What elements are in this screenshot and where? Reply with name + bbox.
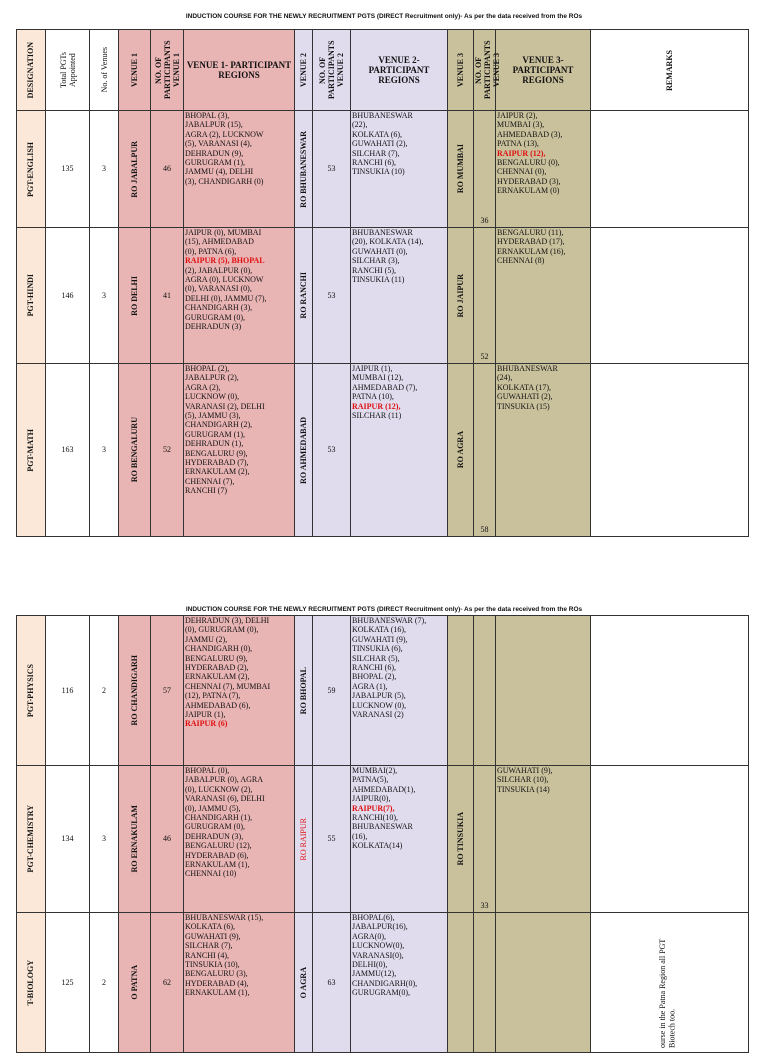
region-line: BENGALURU (0), [497,158,560,168]
venue2-participants: 55 [313,766,351,913]
venue3-regions [496,228,591,364]
col-header-venue2: VENUE 2 [295,30,313,111]
region-line: JAIPUR (1), [185,710,226,720]
venue2-name-cell [295,228,313,364]
venue1-regions [184,616,295,766]
induction-table-page-2 [16,615,749,1053]
region-line: RANCHI (5), [352,265,396,275]
region-line: AGRA (1), [352,681,388,691]
venue2-name: O AGRA [298,966,308,999]
region-line: GURUGRAM (1), [185,429,245,439]
total-count: 146 [46,228,90,364]
venue2-regions [351,364,448,537]
venue3-regions [496,111,591,228]
region-line: CHENNAI (8) [497,256,545,266]
region-line: JABALPUR (5), [352,691,406,701]
venue2-regions [351,913,448,1053]
venue1-name-cell [119,766,151,913]
remarks-cell [591,364,749,537]
venue1-name-cell [119,111,151,228]
region-line: (12), PATNA (7), [185,691,241,701]
region-line: (22), [352,120,368,130]
venue2-regions [351,111,448,228]
region-line: BHUBANESWAR (7), [352,616,427,625]
region-line: DEHRADUN (3), [185,831,244,841]
region-line: GURUGRAM (0), [185,312,245,322]
region-line: BHOPAL (2), [185,364,230,373]
region-line: CHANDIGARH(0), [352,978,418,988]
region-line: LUCKNOW (0), [185,392,240,402]
region-line: GUWAHATI (9), [185,931,241,941]
region-line: TINSUKIA (11) [352,275,405,285]
venue2-name-cell [295,111,313,228]
col-header-total: Total PGTs Appointed [46,30,90,111]
venue2-name: RO RAIPUR [298,817,308,861]
table-row [17,111,749,228]
designation-cell [17,111,46,228]
venue3-participants [474,616,496,766]
designation-cell [17,228,46,364]
venue1-name: RO JABALPUR [129,140,139,198]
region-line: SILCHAR (7), [185,941,233,951]
region-line: ERNAKULAM (1), [185,860,250,870]
venue3-regions [496,364,591,537]
venue1-name: RO CHANDIGARH [129,655,139,726]
region-line: GUWAHATI (2), [497,392,553,402]
venue2-name-cell [295,913,313,1053]
venue2-regions [351,228,448,364]
page-title-2: INDUCTION COURSE FOR THE NEWLY RECRUITMENT PGTS (DIRECT Recruitment only)- As per the data received from the ROs [185,606,583,613]
region-line: BHUBANESWAR [352,228,413,237]
venue1-regions [184,111,295,228]
region-line: ERNAKULAM (2), [185,672,250,682]
region-line: GURUGRAM (1), [185,158,245,168]
venue3-regions [496,616,591,766]
region-line: ERNAKULAM (1), [185,988,250,998]
region-line: DEHRADUN (3) [185,322,242,332]
venue1-name-cell [119,364,151,537]
region-line: RAIPUR (12), [352,401,401,411]
region-line: PATNA(5), [352,775,389,785]
region-line: DELHI (0), JAMMU (7), [185,293,267,303]
region-line: SILCHAR (11) [352,411,402,421]
designation-cell [17,913,46,1053]
region-line: LUCKNOW (0), [352,700,407,710]
table-header-row [17,30,749,111]
region-line: GUWAHATI (9), [497,766,553,775]
region-line: TINSUKIA (15) [497,401,550,411]
region-line: AHMEDABAD (7), [352,382,418,392]
region-line: PATNA (13), [497,139,539,149]
region-line: KOLKATA (17), [497,382,552,392]
col-header-designation: DESIGNATION [17,30,46,111]
region-line: (16), [352,831,368,841]
table-row [17,766,749,913]
venue2-participants: 59 [313,616,351,766]
region-line: SILCHAR (5), [352,653,400,663]
designation-cell [17,766,46,913]
region-line: MUMBAI (12), [352,373,404,383]
venue1-participants: 52 [151,364,184,537]
table-row [17,228,749,364]
region-line: GURUGRAM (0), [185,822,245,832]
venue1-regions [184,913,295,1053]
venue2-name: RO RANCHI [298,272,308,319]
region-line: DEHRADUN (9), [185,148,244,158]
region-line: BHUBANESWAR (15), [185,913,264,922]
venue3-regions [496,913,591,1053]
region-line: CHENNAI (7), [185,476,235,486]
total-count: 116 [46,616,90,766]
region-line: RAIPUR (5), BHOPAL [185,256,265,266]
region-line: BENGALURU (11), [497,228,564,237]
venue1-regions [184,228,295,364]
remarks-cell [591,766,749,913]
venue-count: 2 [90,616,119,766]
col-header-regions2: VENUE 2- PARTICIPANT REGIONS [351,30,448,111]
venue2-participants: 53 [313,228,351,364]
remarks-cell [591,616,749,766]
region-line: JAIPUR (2), [497,111,538,120]
region-line: BENGALURU (3), [185,969,248,979]
region-line: AGRA (2), [185,382,221,392]
col-header-venues: No. of Venues [90,30,119,111]
region-line: MUMBAI(2), [352,766,398,775]
region-line: (15), AHMEDABAD [185,237,254,247]
remarks-cell [591,111,749,228]
region-line: BHOPAL (0), [185,766,230,775]
col-header-remarks: REMARKS [591,30,749,111]
col-header-part1: NO. OF PARTICIPANTS VENUE 1 [151,30,184,111]
region-line: AGRA(0), [352,931,386,941]
region-line: RANCHI (7) [185,486,227,496]
region-line: BENGALURU (9), [185,448,248,458]
venue-count: 3 [90,364,119,537]
venue3-name-cell [448,616,474,766]
region-line: (0), LUCKNOW (2), [185,784,253,794]
region-line: AGRA (0), LUCKNOW [185,275,264,285]
region-line: JAIPUR (0), MUMBAI [185,228,262,237]
region-line: LUCKNOW(0), [352,941,405,951]
col-header-regions3: VENUE 3- PARTICIPANT REGIONS [496,30,591,111]
region-line: AHMEDABAD(1), [352,784,416,794]
region-line: VARANASI (6), DELHI [185,794,265,804]
region-line: TINSUKIA (6), [352,644,403,654]
venue3-regions [496,766,591,913]
region-line: RANCHI (4), [185,950,229,960]
venue1-name-cell [119,913,151,1053]
venue2-regions [351,766,448,913]
region-line: CHANDIGARH (2), [185,420,253,430]
table-row [17,616,749,766]
venue2-participants: 53 [313,111,351,228]
remarks-text: ourse in the Patna Region all PGT Biotech too. [657,938,676,1048]
region-line: KOLKATA (6), [185,922,236,932]
region-line: BHOPAL (3), [185,111,230,120]
designation: PGT-CHEMISTRY [26,805,36,873]
venue3-name-cell [448,364,474,537]
region-line: CHENNAI (0), [497,167,547,177]
region-line: HYDERABAD (2), [185,663,249,673]
region-line: DELHI(0), [352,960,388,970]
venue-count: 3 [90,766,119,913]
region-line: JABALPUR (15), [185,120,243,130]
region-line: ERNAKULAM (0) [497,186,560,196]
venue1-participants: 46 [151,766,184,913]
venue3-participants: 36 [474,111,496,228]
region-line: AGRA (2), LUCKNOW [185,129,264,139]
induction-table-page-1 [16,29,749,537]
designation: PGT-MATH [26,428,36,472]
region-line: TINSUKIA (14) [497,784,550,794]
region-line: BENGALURU (12), [185,841,252,851]
region-line: CHANDIGARH (1), [185,813,253,823]
venue1-regions [184,766,295,913]
venue1-regions [184,364,295,537]
venue-count: 3 [90,228,119,364]
venue3-participants [474,913,496,1053]
region-line: BHUBANESWAR [352,111,413,120]
region-line: GUWAHATI (2), [352,139,408,149]
region-line: KOLKATA (6), [352,129,403,139]
designation: PGT-HINDI [26,274,36,317]
venue1-participants: 57 [151,616,184,766]
region-line: VARANASI (2), DELHI [185,401,265,411]
venue2-name-cell [295,616,313,766]
region-line: (0), PATNA (6), [185,246,237,256]
region-line: JAIPUR (1), [352,364,393,373]
region-line: HYDERABAD (6), [185,850,249,860]
region-line: HYDERABAD (3), [497,176,561,186]
designation: PGT-ENGLISH [26,141,36,197]
region-line: KOLKATA(14) [352,841,403,851]
region-line: (5), VARANASI (4), [185,139,252,149]
region-line: GUWAHATI (9), [352,634,408,644]
venue1-name-cell [119,228,151,364]
region-line: RAIPUR (12), [497,148,546,158]
region-line: AHMEDABAD (3), [497,129,563,139]
region-line: SILCHAR (7), [352,148,400,158]
venue3-participants: 33 [474,766,496,913]
col-header-venue3: VENUE 3 [448,30,474,111]
region-line: DEHRADUN (3), DELHI [185,616,270,625]
region-line: CHANDIGARH (3), [185,303,253,313]
region-line: (20), KOLKATA (14), [352,237,424,247]
venue1-name: RO ERNAKULAM [129,805,139,873]
venue2-regions [351,616,448,766]
designation: T-BIOLOGY [26,959,36,1006]
region-line: RANCHI(10), [352,813,398,823]
venue2-participants: 63 [313,913,351,1053]
region-line: JABALPUR (2), [185,373,239,383]
region-line: BENGALURU (9), [185,653,248,663]
region-line: (0), GURUGRAM (0), [185,625,259,635]
venue3-name-cell [448,766,474,913]
region-line: JAMMU(12), [352,969,397,979]
region-line: JAIPUR(0), [352,794,391,804]
venue3-participants: 58 [474,364,496,537]
designation-cell [17,364,46,537]
region-line: CHANDIGARH (0), [185,644,253,654]
region-line: GURUGRAM(0), [352,988,410,998]
venue-count: 3 [90,111,119,228]
region-line: BHUBANESWAR [352,822,413,832]
venue3-participants: 52 [474,228,496,364]
venue1-participants: 41 [151,228,184,364]
region-line: AHMEDABAD (6), [185,700,251,710]
region-line: BHOPAL (2), [352,672,397,682]
page-title: INDUCTION COURSE FOR THE NEWLY RECRUITMENT PGTS (DIRECT Recruitment only)- As per the data received from the ROs [185,13,583,20]
venue3-name-cell [448,913,474,1053]
total-count: 163 [46,364,90,537]
region-line: TINSUKIA (10) [352,167,405,177]
venue3-name-cell [448,228,474,364]
region-line: (3), CHANDIGARH (0) [185,176,264,186]
venue2-participants: 53 [313,364,351,537]
region-line: JABALPUR(16), [352,922,408,932]
region-line: (2), JABALPUR (0), [185,265,253,275]
region-line: SILCHAR (10), [497,775,549,785]
region-line: VARANASI(0), [352,950,404,960]
region-line: HYDERABAD (4), [185,978,249,988]
venue1-participants: 46 [151,111,184,228]
venue1-name: O PATNA [129,965,139,1000]
venue2-name: RO BHUBANESWAR [298,130,308,208]
region-line: BHUBANESWAR [497,364,558,373]
region-line: CHENNAI (7), MUMBAI [185,681,271,691]
region-line: (0), VARANASI (0), [185,284,252,294]
region-line: JAMMU (4), DELHI [185,167,254,177]
region-line: CHENNAI (10) [185,869,237,879]
region-line: ERNAKULAM (2), [185,467,250,477]
region-line: GUWAHATI (0), [352,246,408,256]
venue3-name: RO AGRA [455,431,465,469]
total-count: 135 [46,111,90,228]
region-line: BHOPAL(6), [352,913,395,922]
venue-count: 2 [90,913,119,1053]
venue3-name: RO TINSUKIA [455,812,465,866]
venue2-name: RO AHMEDABAD [298,416,308,484]
venue3-name-cell [448,111,474,228]
region-line: (24), [497,373,513,383]
venue1-participants: 62 [151,913,184,1053]
region-line: PATNA (10), [352,392,394,402]
col-header-part2: NO. OF PARTICIPANTS VENUE 2 [313,30,351,111]
venue3-name: RO MUMBAI [455,144,465,194]
region-line: SILCHAR (3), [352,256,400,266]
venue2-name-cell [295,766,313,913]
region-line: ERNAKULAM (16), [497,246,566,256]
venue2-name-cell [295,364,313,537]
remarks-cell [591,228,749,364]
remarks-cell [591,913,749,1053]
venue3-name: RO JAIPUR [455,273,465,318]
venue1-name: RO DELHI [129,275,139,316]
region-line: RAIPUR (6) [185,719,228,729]
region-line: MUMBAI (3), [497,120,545,130]
designation: PGT-PHYSICS [26,663,36,718]
table-row [17,364,749,537]
region-line: RANCHI (6), [352,158,396,168]
table-row [17,913,749,1053]
region-line: HYDERABAD (7), [185,458,249,468]
total-count: 134 [46,766,90,913]
col-header-regions1: VENUE 1- PARTICIPANT REGIONS [184,30,295,111]
total-count: 125 [46,913,90,1053]
region-line: TINSUKIA (10), [185,960,240,970]
col-header-part3: NO. OF PARTICIPANTS VENUE 3 [474,30,496,111]
region-line: HYDERABAD (17), [497,237,565,247]
venue1-name: RO BENGALURU [129,417,139,483]
venue2-name: RO BHOPAL [298,666,308,715]
designation-cell [17,616,46,766]
region-line: JAMMU (2), [185,634,228,644]
region-line: (5), JAMMU (3), [185,411,241,421]
region-line: KOLKATA (16), [352,625,407,635]
region-line: JABALPUR (0), AGRA [185,775,264,785]
region-line: DEHRADUN (1), [185,439,244,449]
region-line: VARANASI (2) [352,710,404,720]
region-line: RAIPUR(7), [352,803,395,813]
region-line: RANCHI (6), [352,663,396,673]
region-line: (0), JAMMU (5), [185,803,241,813]
venue1-name-cell [119,616,151,766]
col-header-venue1: VENUE 1 [119,30,151,111]
